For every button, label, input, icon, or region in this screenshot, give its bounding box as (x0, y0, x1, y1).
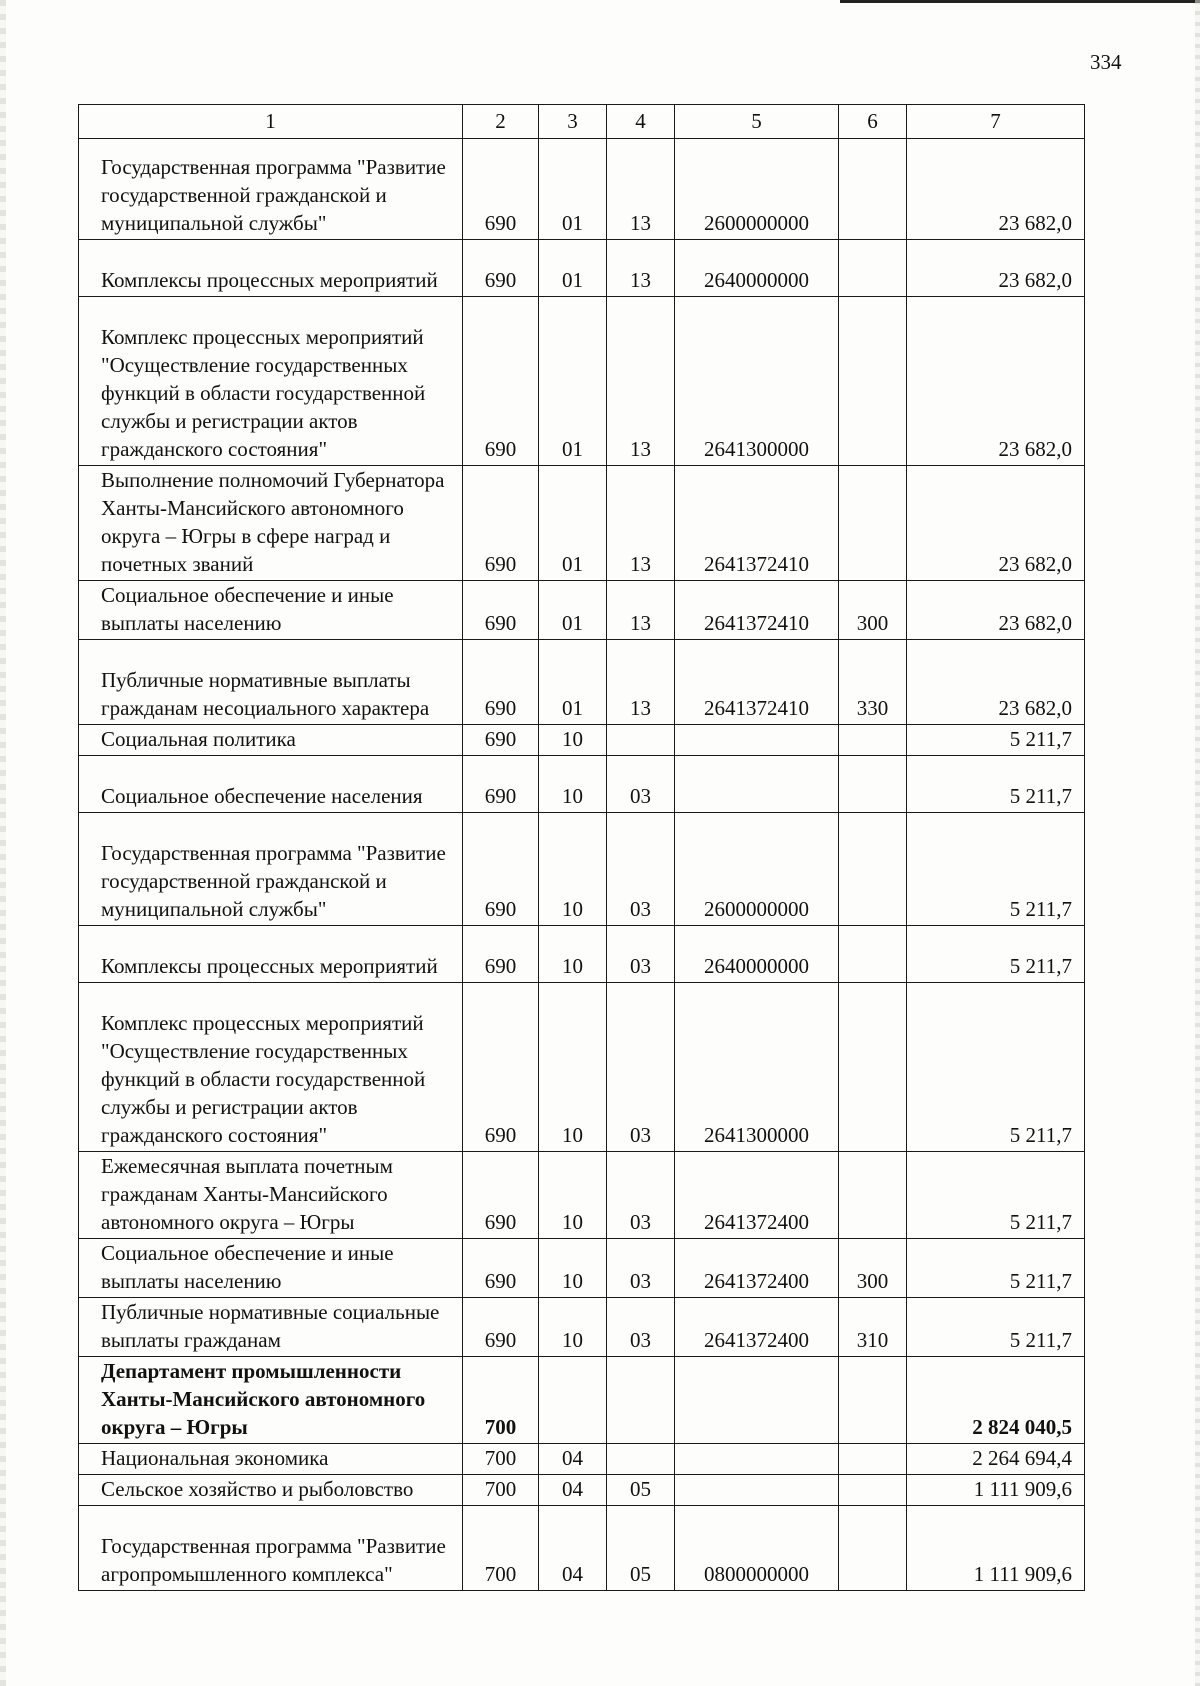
row-name-cell: Государственная программа "Развитие государственной гражданской и муниципальной службы" (79, 813, 463, 926)
row-amount-cell: 23 682,0 (907, 297, 1085, 466)
row-code-cell: 690 (463, 640, 539, 725)
row-section-cell: 01 (539, 240, 607, 297)
row-expense-type-cell (839, 139, 907, 240)
row-code-cell: 690 (463, 725, 539, 756)
row-expense-type-cell (839, 240, 907, 297)
row-subsection-cell: 13 (607, 640, 675, 725)
row-amount-cell: 1 111 909,6 (907, 1506, 1085, 1591)
header-cell-6: 6 (839, 105, 907, 139)
row-amount-cell: 23 682,0 (907, 466, 1085, 581)
row-amount-cell: 5 211,7 (907, 756, 1085, 813)
row-target-item-cell: 2641372400 (675, 1239, 839, 1298)
table-row (79, 1506, 1085, 1591)
row-target-item-cell: 2640000000 (675, 926, 839, 983)
row-amount-cell: 23 682,0 (907, 640, 1085, 725)
row-expense-type-cell (839, 1357, 907, 1444)
row-subsection-cell: 03 (607, 1298, 675, 1357)
row-code-cell: 690 (463, 756, 539, 813)
row-expense-type-cell (839, 1152, 907, 1239)
row-name-cell: Национальная экономика (79, 1444, 463, 1475)
row-code-cell: 690 (463, 1152, 539, 1239)
table-row (79, 1298, 1085, 1357)
row-code-cell: 690 (463, 240, 539, 297)
row-expense-type-cell: 300 (839, 1239, 907, 1298)
row-expense-type-cell (839, 756, 907, 813)
row-subsection-cell: 13 (607, 297, 675, 466)
row-amount-cell: 1 111 909,6 (907, 1475, 1085, 1506)
scan-border-left (0, 0, 6, 1686)
row-name-cell: Социальное обеспечение и иные выплаты населению (79, 1239, 463, 1298)
row-name-cell: Комплекс процессных мероприятий "Осуществление государственных функций в области государственной службы и регистрации актов гражданского состояния" (79, 983, 463, 1152)
table-row (79, 813, 1085, 926)
header-cell-4: 4 (607, 105, 675, 139)
row-amount-cell: 2 264 694,4 (907, 1444, 1085, 1475)
row-section-cell: 10 (539, 813, 607, 926)
row-section-cell: 10 (539, 725, 607, 756)
row-name-cell: Государственная программа "Развитие агропромышленного комплекса" (79, 1506, 463, 1591)
page-number: 334 (1090, 50, 1122, 74)
table-header-row (79, 105, 1085, 139)
row-name-cell: Выполнение полномочий Губернатора Ханты-Мансийского автономного округа – Югры в сфере наград и почетных званий (79, 466, 463, 581)
row-subsection-cell (607, 1357, 675, 1444)
row-amount-cell: 23 682,0 (907, 240, 1085, 297)
row-target-item-cell: 2641372410 (675, 581, 839, 640)
row-expense-type-cell: 330 (839, 640, 907, 725)
row-section-cell: 04 (539, 1506, 607, 1591)
row-section-cell: 10 (539, 983, 607, 1152)
row-name-cell: Департамент промышленности Ханты-Мансийского автономного округа – Югры (79, 1357, 463, 1444)
row-code-cell: 690 (463, 139, 539, 240)
row-section-cell: 01 (539, 297, 607, 466)
row-name-cell: Комплекс процессных мероприятий "Осуществление государственных функций в области государственной службы и регистрации актов гражданского состояния" (79, 297, 463, 466)
row-target-item-cell: 2641300000 (675, 983, 839, 1152)
header-cell-7: 7 (907, 105, 1085, 139)
table-row (79, 581, 1085, 640)
row-amount-cell: 23 682,0 (907, 581, 1085, 640)
row-subsection-cell: 03 (607, 813, 675, 926)
row-name-cell: Сельское хозяйство и рыболовство (79, 1475, 463, 1506)
row-name-cell: Социальное обеспечение населения (79, 756, 463, 813)
row-target-item-cell (675, 1475, 839, 1506)
row-expense-type-cell (839, 1475, 907, 1506)
row-target-item-cell: 2641372410 (675, 466, 839, 581)
row-amount-cell: 5 211,7 (907, 813, 1085, 926)
table-row (79, 1475, 1085, 1506)
row-amount-cell: 5 211,7 (907, 725, 1085, 756)
table-row (79, 983, 1085, 1152)
row-amount-cell: 5 211,7 (907, 983, 1085, 1152)
row-target-item-cell: 2600000000 (675, 813, 839, 926)
row-amount-cell: 5 211,7 (907, 926, 1085, 983)
row-amount-cell: 23 682,0 (907, 139, 1085, 240)
row-amount-cell: 5 211,7 (907, 1239, 1085, 1298)
row-name-cell: Публичные нормативные социальные выплаты гражданам (79, 1298, 463, 1357)
row-code-cell: 690 (463, 466, 539, 581)
row-code-cell: 700 (463, 1444, 539, 1475)
row-name-cell: Социальное обеспечение и иные выплаты населению (79, 581, 463, 640)
budget-table (78, 104, 1085, 1591)
table-row (79, 756, 1085, 813)
row-subsection-cell: 13 (607, 240, 675, 297)
row-target-item-cell: 2641300000 (675, 297, 839, 466)
row-code-cell: 700 (463, 1357, 539, 1444)
table-row (79, 1152, 1085, 1239)
row-name-cell: Комплексы процессных мероприятий (79, 926, 463, 983)
row-code-cell: 700 (463, 1475, 539, 1506)
table-body (79, 105, 1085, 1591)
row-subsection-cell: 13 (607, 581, 675, 640)
row-section-cell: 01 (539, 139, 607, 240)
row-expense-type-cell: 300 (839, 581, 907, 640)
row-code-cell: 690 (463, 983, 539, 1152)
row-expense-type-cell (839, 725, 907, 756)
row-expense-type-cell (839, 926, 907, 983)
row-expense-type-cell (839, 1444, 907, 1475)
header-cell-2: 2 (463, 105, 539, 139)
scan-border-top (840, 0, 1200, 3)
row-expense-type-cell (839, 297, 907, 466)
row-section-cell: 01 (539, 640, 607, 725)
table-row (79, 725, 1085, 756)
row-subsection-cell: 03 (607, 756, 675, 813)
row-section-cell: 10 (539, 926, 607, 983)
row-subsection-cell: 03 (607, 1152, 675, 1239)
row-expense-type-cell (839, 466, 907, 581)
row-section-cell: 04 (539, 1475, 607, 1506)
header-cell-5: 5 (675, 105, 839, 139)
table-row (79, 139, 1085, 240)
row-section-cell (539, 1357, 607, 1444)
row-amount-cell: 2 824 040,5 (907, 1357, 1085, 1444)
row-section-cell: 04 (539, 1444, 607, 1475)
table-row (79, 1239, 1085, 1298)
row-subsection-cell: 03 (607, 983, 675, 1152)
row-code-cell: 690 (463, 1298, 539, 1357)
row-target-item-cell: 0800000000 (675, 1506, 839, 1591)
row-target-item-cell (675, 1444, 839, 1475)
table-row (79, 640, 1085, 725)
table-row (79, 297, 1085, 466)
row-target-item-cell: 2641372400 (675, 1152, 839, 1239)
table-row (79, 466, 1085, 581)
row-code-cell: 690 (463, 926, 539, 983)
table-row (79, 1357, 1085, 1444)
table-row (79, 240, 1085, 297)
row-target-item-cell: 2641372400 (675, 1298, 839, 1357)
row-target-item-cell (675, 725, 839, 756)
table-row (79, 926, 1085, 983)
row-name-cell: Публичные нормативные выплаты гражданам несоциального характера (79, 640, 463, 725)
scan-border-right (1195, 0, 1200, 1686)
row-section-cell: 10 (539, 1152, 607, 1239)
row-subsection-cell (607, 725, 675, 756)
row-name-cell: Государственная программа "Развитие государственной гражданской и муниципальной службы" (79, 139, 463, 240)
row-subsection-cell: 13 (607, 139, 675, 240)
row-target-item-cell: 2600000000 (675, 139, 839, 240)
header-cell-3: 3 (539, 105, 607, 139)
row-section-cell: 01 (539, 466, 607, 581)
row-section-cell: 10 (539, 1298, 607, 1357)
row-code-cell: 690 (463, 297, 539, 466)
row-code-cell: 690 (463, 813, 539, 926)
row-subsection-cell: 05 (607, 1506, 675, 1591)
row-expense-type-cell (839, 813, 907, 926)
table-row (79, 1444, 1085, 1475)
row-expense-type-cell: 310 (839, 1298, 907, 1357)
row-amount-cell: 5 211,7 (907, 1152, 1085, 1239)
row-expense-type-cell (839, 983, 907, 1152)
row-subsection-cell: 03 (607, 1239, 675, 1298)
row-subsection-cell: 05 (607, 1475, 675, 1506)
row-subsection-cell: 03 (607, 926, 675, 983)
row-subsection-cell (607, 1444, 675, 1475)
row-section-cell: 10 (539, 756, 607, 813)
row-amount-cell: 5 211,7 (907, 1298, 1085, 1357)
row-code-cell: 690 (463, 1239, 539, 1298)
row-section-cell: 01 (539, 581, 607, 640)
row-section-cell: 10 (539, 1239, 607, 1298)
row-name-cell: Социальная политика (79, 725, 463, 756)
row-target-item-cell: 2640000000 (675, 240, 839, 297)
row-code-cell: 690 (463, 581, 539, 640)
row-expense-type-cell (839, 1506, 907, 1591)
header-cell-1: 1 (79, 105, 463, 139)
row-target-item-cell: 2641372410 (675, 640, 839, 725)
row-target-item-cell (675, 756, 839, 813)
row-target-item-cell (675, 1357, 839, 1444)
row-name-cell: Ежемесячная выплата почетным гражданам Ханты-Мансийского автономного округа – Югры (79, 1152, 463, 1239)
row-name-cell: Комплексы процессных мероприятий (79, 240, 463, 297)
row-code-cell: 700 (463, 1506, 539, 1591)
row-subsection-cell: 13 (607, 466, 675, 581)
